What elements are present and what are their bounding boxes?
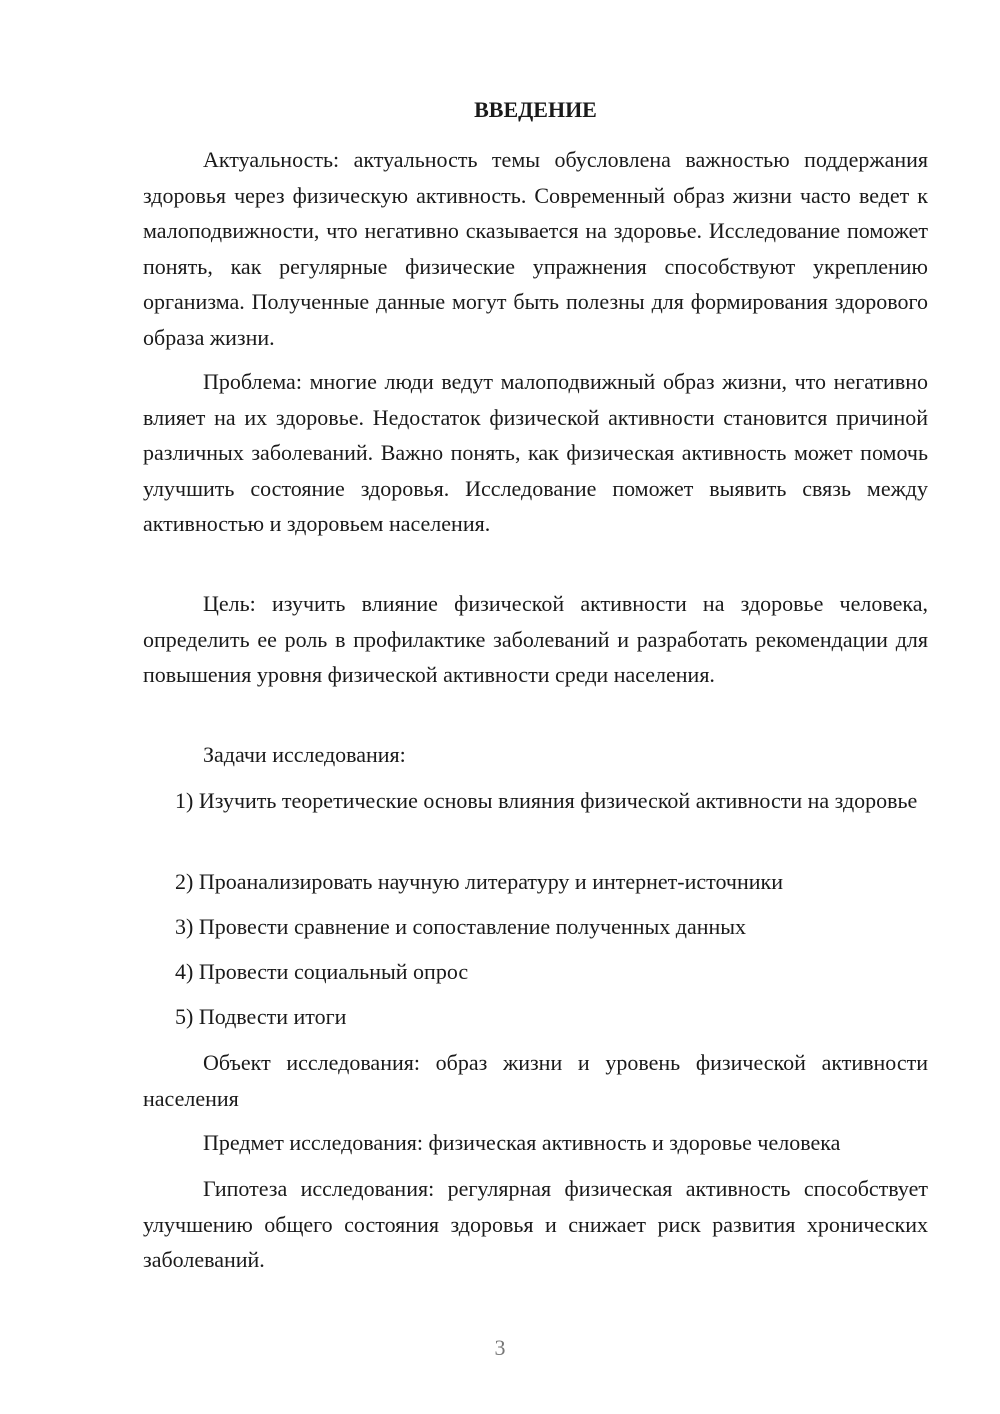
hypothesis-paragraph: Гипотеза исследования: регулярная физическая активность способствует улучшению общего состояния здоровья и снижает риск развития хронических заболеваний. <box>143 1176 928 1272</box>
page-title: ВВЕДЕНИЕ <box>474 97 597 122</box>
page-number: 3 <box>494 1335 506 1360</box>
subject-paragraph: Предмет исследования: физическая активность и здоровье человека <box>203 1130 841 1155</box>
problem-paragraph: Проблема: многие люди ведут малоподвижный образ жизни, что негативно влияет на их здоровье. Недостаток физической активности становится причиной различных заболеваний. Важно понять, как физическая активность может помочь улучшить состояние здоровья. Исследование поможет выявить связь между активностью и здоровьем населения. <box>143 369 928 536</box>
task-item-1: 1) Изучить теоретические основы влияния физической активности на здоровье <box>175 788 918 813</box>
task-item-3: 3) Провести сравнение и сопоставление полученных данных <box>175 914 747 939</box>
goal-paragraph: Цель: изучить влияние физической активности на здоровье человека, определить ее роль в профилактике заболеваний и разработать рекомендации для повышения уровня физической активности среди населения. <box>143 591 928 687</box>
task-item-4: 4) Провести социальный опрос <box>175 959 469 984</box>
object-paragraph: Объект исследования: образ жизни и уровень физической активности населения <box>143 1050 928 1111</box>
task-item-5: 5) Подвести итоги <box>175 1004 347 1029</box>
relevance-paragraph: Актуальность: актуальность темы обусловлена важностью поддержания здоровья через физическую активность. Современный образ жизни часто ведет к малоподвижности, что негативно сказывается на здоровье. Исследование поможет понять, как регулярные физические упражнения способствуют укреплению организма. Полученные данные могут быть полезны для формирования здорового образа жизни. <box>143 147 928 350</box>
tasks-heading: Задачи исследования: <box>203 742 406 767</box>
task-item-2: 2) Проанализировать научную литературу и интернет-источники <box>175 869 783 894</box>
